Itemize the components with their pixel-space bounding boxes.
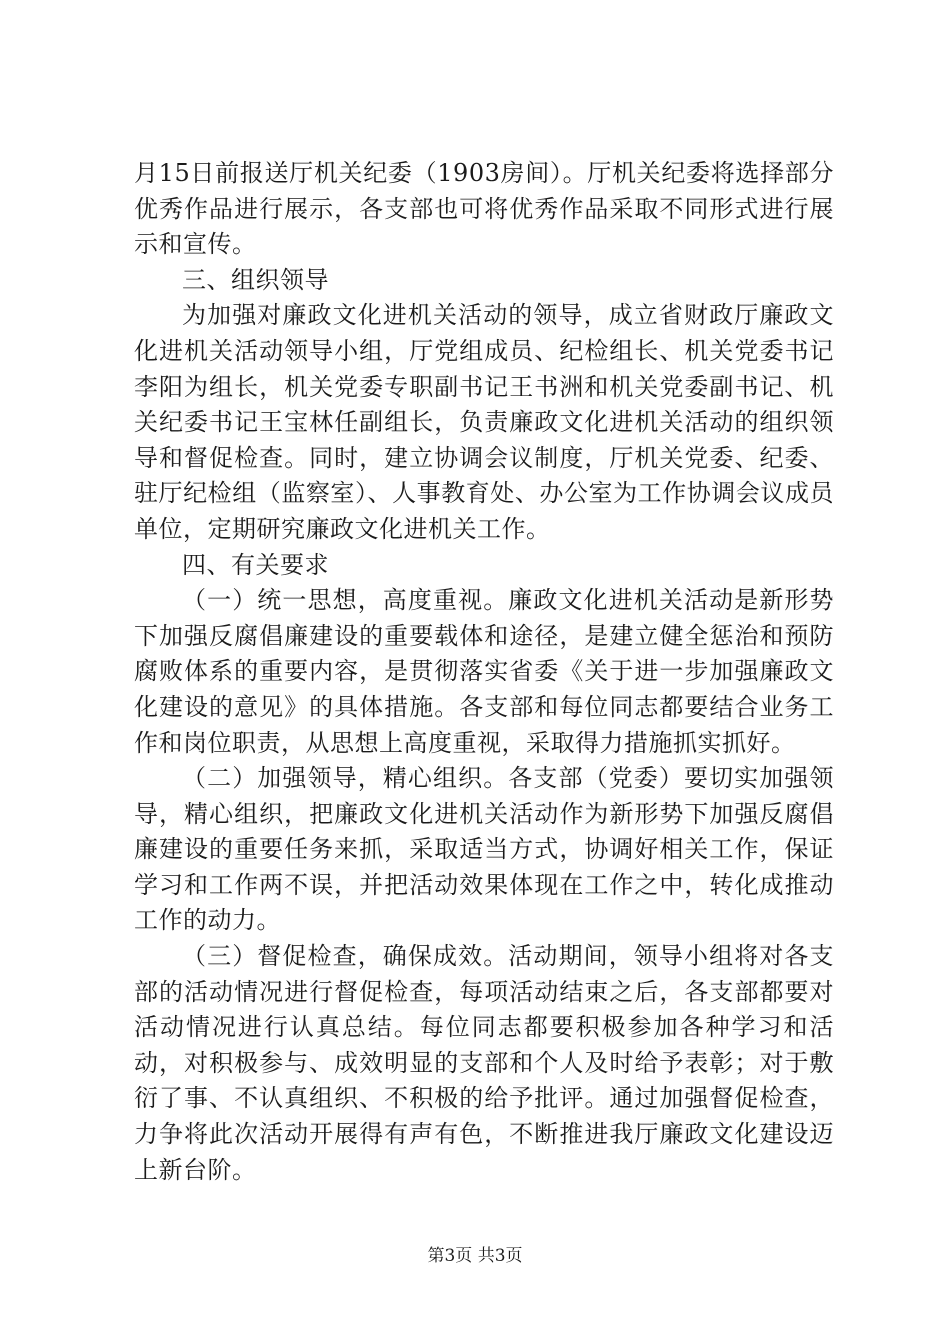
- section-heading-requirements: 四、有关要求: [182, 550, 329, 579]
- document-body: [134, 156, 834, 1188]
- paragraph-continuation: 月15日前报送厅机关纪委（1903房间）。厅机关纪委将选择部分优秀作品进行展示，各支部也可将优秀作品采取不同形式进行展示和宣传。: [134, 159, 834, 259]
- paragraph-requirement-1: （一）统一思想，高度重视。廉政文化进机关活动是新形势下加强反腐倡廉建设的重要载体和途径，是建立健全惩治和预防腐败体系的重要内容，是贯彻落实省委《关于进一步加强廉政文化建设的意见》的具体措施。各支部和每位同志都要结合业务工作和岗位职责，从思想上高度重视，采取得力措施抓实抓好。: [134, 586, 834, 757]
- paragraph-organization: 为加强对廉政文化进机关活动的领导，成立省财政厅廉政文化进机关活动领导小组，厅党组成员、纪检组长、机关党委书记李阳为组长，机关党委专职副书记王书洲和机关党委副书记、机关纪委书记王宝林任副组长，负责廉政文化进机关活动的组织领导和督促检查。同时，建立协调会议制度，厅机关党委、纪委、驻厅纪检组（监察室）、人事教育处、办公室为工作协调会议成员单位，定期研究廉政文化进机关工作。: [134, 301, 834, 543]
- paragraph-requirement-2: （二）加强领导，精心组织。各支部（党委）要切实加强领导，精心组织，把廉政文化进机关活动作为新形势下加强反腐倡廉建设的重要任务来抓，采取适当方式，协调好相关工作，保证学习和工作两不误，并把活动效果体现在工作之中，转化成推动工作的动力。: [134, 764, 834, 935]
- section-heading-organization: 三、组织领导: [182, 265, 329, 294]
- page-footer: 第3页 共3页: [427, 1246, 523, 1266]
- paragraph-requirement-3: （三）督促检查，确保成效。活动期间，领导小组将对各支部的活动情况进行督促检查，每项活动结束之后，各支部都要对活动情况进行认真总结。每位同志都要积极参加各种学习和活动，对积极参与、成效明显的支部和个人及时给予表彰；对于敷衍了事、不认真组织、不积极的给予批评。通过加强督促检查，力争将此次活动开展得有声有色，不断推进我厅廉政文化建设迈上新台阶。: [134, 942, 834, 1184]
